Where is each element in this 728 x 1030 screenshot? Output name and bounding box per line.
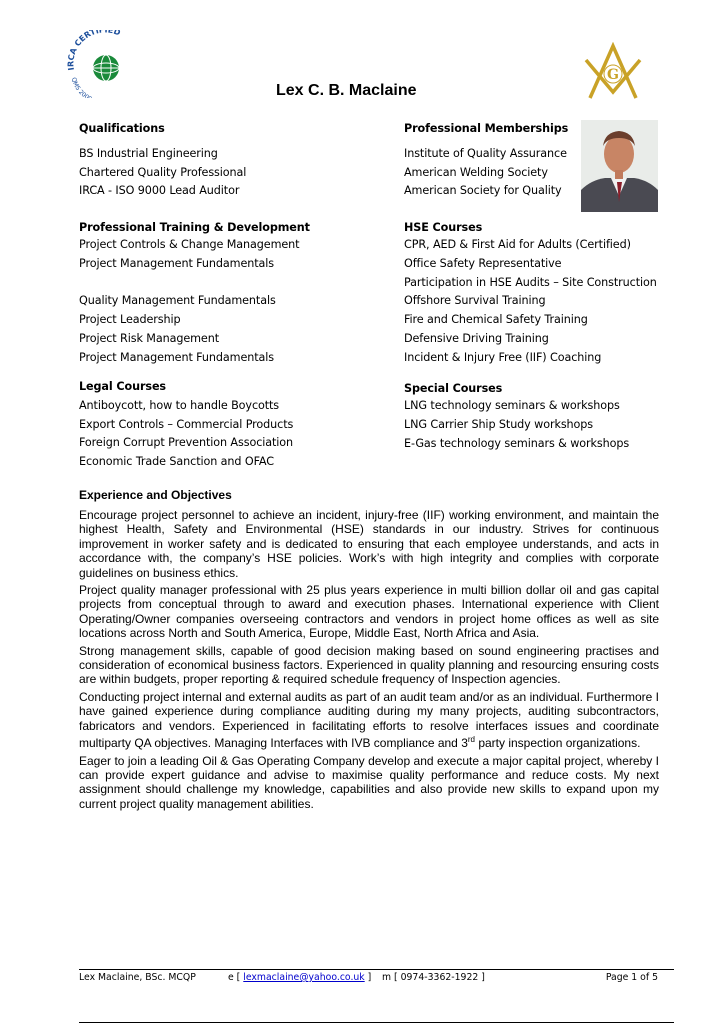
list-item: Project Leadership — [79, 313, 181, 327]
qualifications-section — [79, 120, 379, 201]
list-item: IRCA - ISO 9000 Lead Auditor — [79, 184, 240, 198]
paragraph — [79, 690, 659, 751]
list-item: LNG technology seminars & workshops — [404, 399, 620, 412]
list-item: Project Management Fundamentals — [79, 350, 274, 364]
email-suffix: ] — [367, 972, 372, 983]
list-item: American Society for Quality — [404, 184, 562, 198]
footer-name: Lex Maclaine, BSc. MCQP — [79, 972, 196, 983]
paragraph: Encourage project personnel to achieve an incident, injury-free (IIF) working environment, and maintain the highest Health, Safety and Environmental (HSE) standards in our industry. Strives for continuous improvement in worker safety and is dedicated to ensuring that each employee understands, and acts in accordance with, the company’s HSE policies. Work’s with high integrity and complies with corporate guidelines on business ethics. — [79, 508, 659, 580]
section-heading: HSE Courses — [404, 221, 483, 234]
list-item: Export Controls – Commercial Products — [79, 417, 294, 431]
hse-section — [404, 220, 704, 368]
paragraph-text: Conducting project internal and external audits as part of an audit team and/or as an individual. Furthermore I have gained experience during compliance auditing during my many projects, auditing subcontractors, fabricators and vendors. Experienced in facilitating efforts to resolve interfaces issues and coordinate multiparty QA objectives. Managing Interfaces with IVB compliance and 3 — [79, 689, 659, 751]
logo-bottom-text: QMS 200 — [69, 76, 90, 98]
footer-divider — [79, 969, 674, 970]
svg-text:QMS 2000 AUDITOR — [70, 77, 120, 98]
list-item: Quality Management Fundamentals — [79, 294, 276, 308]
paragraph-text: party inspection organizations. — [475, 736, 641, 751]
footer-email — [228, 972, 371, 983]
list-item: Institute of Quality Assurance — [404, 146, 567, 160]
section-heading: Professional Training & Development — [79, 221, 310, 234]
paragraph: Eager to join a leading Oil & Gas Operating Company develop and execute a major capital project, whereby I can provide expert guidance and advise to maximise quality performance and reduce costs. My next assignment should challenge my knowledge, capabilities and also provide new skills to expand upon my current project quality management abilities. — [79, 753, 659, 811]
list-item: Chartered Quality Professional — [79, 165, 247, 179]
list-item: Incident & Injury Free (IIF) Coaching — [404, 350, 602, 364]
list-item: Project Controls & Change Management — [79, 238, 300, 251]
paragraph: Strong management skills, capable of good decision making based on sound engineering practises and consideration of economical business factors. Experienced in quality planning and resourcing ensuring costs are within budgets, proper reporting & required schedule frequency of Inspection agencies. — [79, 643, 659, 687]
portrait-photo — [581, 120, 658, 212]
list-item: LNG Carrier Ship Study workshops — [404, 417, 594, 431]
section-heading: Legal Courses — [79, 380, 166, 393]
masonic-emblem-icon — [582, 42, 644, 102]
list-item — [79, 274, 389, 293]
legal-section — [79, 378, 389, 472]
experience-section — [79, 488, 659, 814]
section-heading: Professional Memberships — [404, 122, 569, 135]
email-link[interactable]: lexmaclaine@yahoo.co.uk — [243, 972, 365, 983]
list-item: Fire and Chemical Safety Training — [404, 313, 588, 327]
list-item: Office Safety Representative — [404, 256, 562, 270]
list-item: Economic Trade Sanction and OFAC — [79, 455, 274, 469]
irca-logo — [66, 30, 148, 98]
training-section — [79, 220, 389, 368]
footer-mobile: m [ 0974-3362-1922 ] — [382, 972, 485, 983]
list-item: Antiboycott, how to handle Boycotts — [79, 398, 280, 412]
paragraph: Project quality manager professional with 25 plus years experience in multi billion dollar oil and gas capital projects from conceptual through to award and execution phases. International experience with Client Operating/Owner companies overseeing contractors and vendors in project home offices as well as site locations across North and South America, Europe, Middle East, North Africa and Asia. — [79, 583, 659, 641]
list-item: BS Industrial Engineering — [79, 146, 218, 160]
list-item: Offshore Survival Training — [404, 294, 546, 308]
list-item: CPR, AED & First Aid for Adults (Certified) — [404, 238, 631, 251]
list-item: Defensive Driving Training — [404, 331, 549, 345]
superscript: rd — [467, 735, 475, 745]
section-heading: Experience and Objectives — [79, 488, 232, 502]
list-item: E-Gas technology seminars & workshops — [404, 436, 630, 450]
list-item: Project Risk Management — [79, 331, 219, 345]
bottom-divider — [79, 1022, 674, 1023]
memberships-section — [404, 120, 579, 201]
list-item: American Welding Society — [404, 165, 548, 179]
logo-top-text: IRCA CERTIF ED — [66, 30, 122, 72]
email-prefix: e [ — [228, 972, 241, 983]
footer — [79, 972, 674, 986]
page-title: Lex C. B. Maclaine — [276, 82, 417, 99]
section-heading: Qualifications — [79, 122, 165, 135]
page-number: Page 1 of 5 — [605, 972, 658, 983]
emblem-letter: G — [607, 67, 619, 83]
list-item: Participation in HSE Audits – Site Construction — [404, 275, 657, 289]
section-heading: Special Courses — [404, 382, 503, 395]
special-section — [404, 381, 704, 453]
list-item: Foreign Corrupt Prevention Association — [79, 436, 294, 450]
list-item: Project Management Fundamentals — [79, 256, 274, 270]
